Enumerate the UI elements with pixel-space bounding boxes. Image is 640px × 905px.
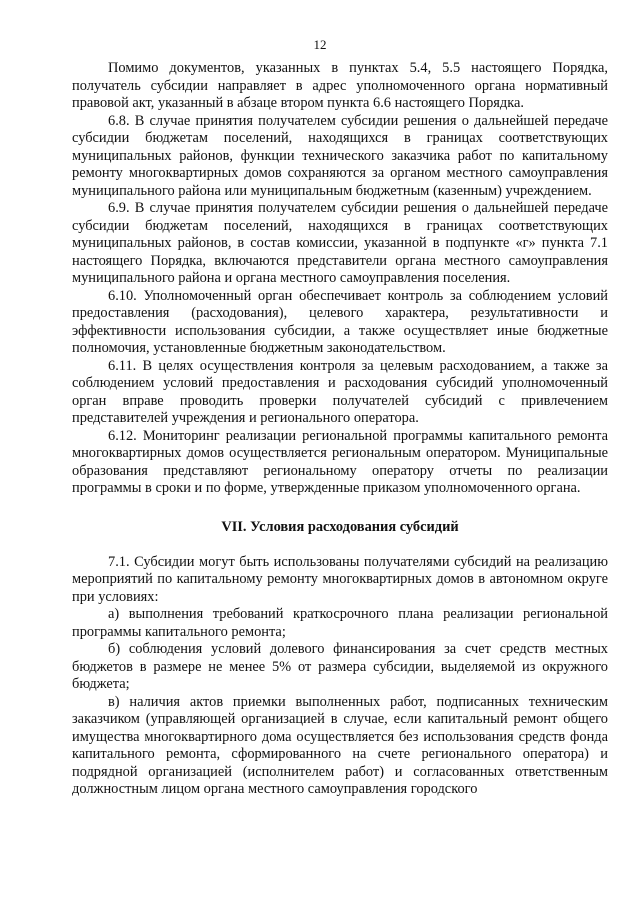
section-heading: VII. Условия расходования субсидий: [221, 518, 459, 535]
paragraph-6-9: 6.9. В случае принятия получателем субсидии решения о дальнейшей передаче субсидии бюджетам поселений, находящихся в границах соответствующих муниципальных районов, в состав комиссии, указанной в подпункте «г» пункта 7.1 настоящего Порядка, включаются представители органа местного самоуправления муниципального района и органа местного самоуправления поселения.: [72, 200, 608, 286]
paragraph-7-1: 7.1. Субсидии могут быть использованы получателями субсидий на реализацию мероприятий по капитальному ремонту многоквартирных домов в автономном округе при условиях:: [72, 553, 608, 605]
list-item-a: а) выполнения требований краткосрочного плана реализации региональной программы капитального ремонта;: [72, 606, 608, 640]
paragraph-6-10: 6.10. Уполномоченный орган обеспечивает контроль за соблюдением условий предоставления (расходования), целевого характера, результативности и эффективности использования субсидии, а также осуществляет иные бюджетные полномочия, установленные бюджетным законодательством.: [72, 287, 608, 356]
paragraph-6-8: 6.8. В случае принятия получателем субсидии решения о дальнейшей передаче субсидии бюджетам поселений, находящихся в границах соответствующих муниципальных районов, функции технического заказчика работ по капитальному ремонту многоквартирных домов сохраняются за органом местного самоуправления муниципального района или муниципальным бюджетным (казенным) учреждением.: [72, 112, 608, 199]
list-item-b: б) соблюдения условий долевого финансирования за счет средств местных бюджетов в размере не менее 5% от размера субсидии, выделяемой из окружного бюджета;: [72, 641, 608, 692]
document-body: [72, 60, 608, 799]
paragraph-6-12: 6.12. Мониторинг реализации региональной программы капитального ремонта многоквартирных домов осуществляется региональным оператором. Муниципальные образования представляют региональному оператору отчеты по реализации программы в сроки и по форме, утвержденные приказом уполномоченного органа.: [72, 427, 608, 496]
paragraph: Помимо документов, указанных в пунктах 5.4, 5.5 настоящего Порядка, получатель субсидии направляет в адрес уполномоченного органа нормативный правовой акт, указанный в абзаце втором пункта 6.6 настоящего Порядка.: [72, 60, 608, 111]
page-number: 12: [313, 37, 327, 52]
list-item-v: в) наличия актов приемки выполненных работ, подписанных техническим заказчиком (управляющей организацией в случае, если капитальный ремонт общего имущества многоквартирного дома осуществляется без использования средств фонда капитального ремонта, сформированного на счете регионального оператора) и подрядной организацией (исполнителем работ) и согласованных ответственным должностным лицом органа местного самоуправления городского: [72, 693, 608, 797]
paragraph-6-11: 6.11. В целях осуществления контроля за целевым расходованием, а также за соблюдением условий предоставления и расходования субсидий уполномоченный орган вправе проводить проверки получателей субсидий с привлечением представителей учреждения и регионального оператора.: [72, 357, 608, 426]
